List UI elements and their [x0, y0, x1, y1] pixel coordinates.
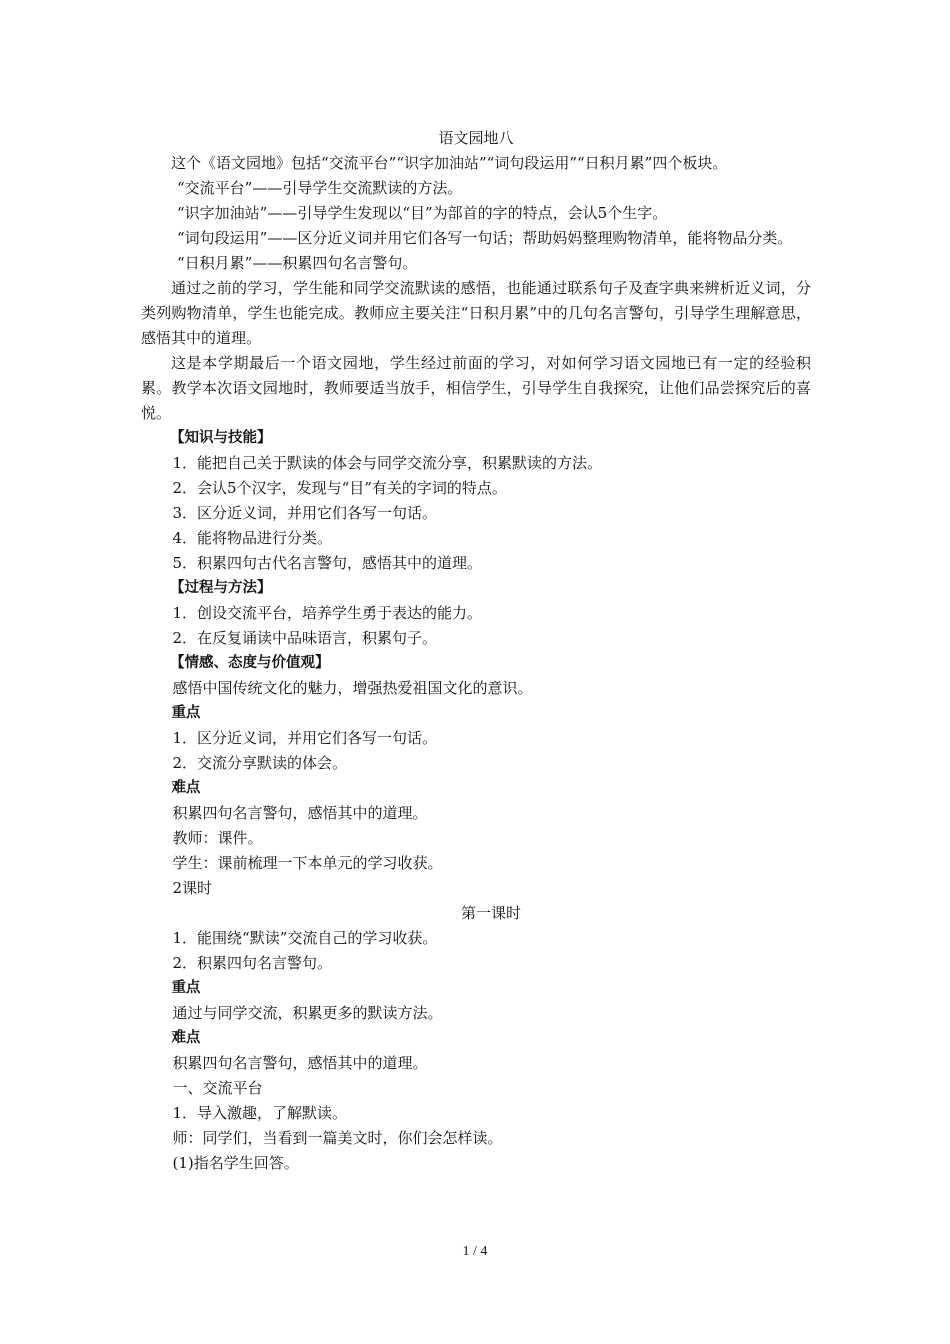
list-item: 2．在反复诵读中品味语言，积累句子。	[172, 629, 438, 647]
key-heading: 重点	[171, 705, 201, 721]
student-prep: 学生：课前梳理一下本单元的学习收获。	[172, 854, 443, 872]
knowledge-heading: 【知识与技能】	[170, 430, 272, 446]
section-heading: 一、交流平台	[172, 1079, 263, 1097]
lesson-heading: 第一课时	[460, 904, 521, 922]
key-text: 通过与同学交流，积累更多的默读方法。	[172, 1004, 443, 1022]
list-item: 4．能将物品进行分类。	[172, 529, 333, 547]
intro-paragraph: 这是本学期最后一个语文园地，学生经过前面的学习，对如何学习语文园地已有一定的经验积累。教学本次语文园地时，教师要适当放手，相信学生，引导学生自我探究，让他们品尝探究后的喜悦。	[141, 354, 811, 422]
list-item: 3．区分近义词，并用它们各写一句话。	[172, 504, 438, 522]
teacher-prep: 教师：课件。	[172, 829, 263, 847]
page-title: 语文园地八	[438, 129, 514, 147]
intro-paragraph: “识字加油站”——引导学生发现以“目”为部首的字的特点，会认5个生字。	[177, 204, 668, 222]
list-item: 2．会认5个汉字，发现与“目”有关的字词的特点。	[172, 479, 507, 497]
process-heading: 【过程与方法】	[170, 580, 272, 596]
sub-step: (1)指名学生回答。	[172, 1154, 299, 1172]
intro-paragraph: “交流平台”——引导学生交流默读的方法。	[177, 179, 463, 197]
list-item: 2．交流分享默读的体会。	[172, 754, 348, 772]
intro-paragraph: “日积月累”——积累四句名言警句。	[177, 254, 418, 272]
list-item: 1．区分近义词，并用它们各写一句话。	[172, 729, 438, 747]
step-item: 1．导入激趣，了解默读。	[172, 1104, 348, 1122]
list-item: 1．能把自己关于默读的体会与同学交流分享，积累默读的方法。	[172, 454, 603, 472]
list-item: 2．积累四句名言警句。	[172, 954, 333, 972]
intro-paragraph: 这个《语文园地》包括“交流平台”“识字加油站”“词句段运用”“日积月累”四个板块。	[171, 154, 728, 172]
document-page	[141, 126, 811, 1176]
list-item: 1．创设交流平台，培养学生勇于表达的能力。	[172, 604, 483, 622]
lesson-hours: 2课时	[172, 879, 213, 897]
list-item: 1．能围绕“默读”交流自己的学习收获。	[172, 929, 438, 947]
intro-paragraph: “词句段运用”——区分近义词并用它们各写一句话；帮助妈妈整理购物清单，能将物品分类。	[177, 229, 793, 247]
teacher-line: 师：同学们，当看到一篇美文时，你们会怎样读。	[172, 1129, 503, 1147]
intro-paragraph: 通过之前的学习，学生能和同学交流默读的感悟，也能通过联系句子及查字典来辨析近义词，分类列购物清单，学生也能完成。教师应主要关注“日积月累”中的几句名言警句，引导学生理解意思，感悟其中的道理。	[141, 279, 811, 347]
difficulty-heading: 难点	[171, 780, 201, 796]
difficulty-text: 积累四句名言警句，感悟其中的道理。	[172, 804, 428, 822]
difficulty-text: 积累四句名言警句，感悟其中的道理。	[172, 1054, 428, 1072]
difficulty-heading: 难点	[171, 1030, 201, 1046]
emotion-text: 感悟中国传统文化的魅力，增强热爱祖国文化的意识。	[172, 679, 533, 697]
key-heading: 重点	[171, 980, 201, 996]
page-number: 1 / 4	[462, 1244, 488, 1259]
list-item: 5．积累四句古代名言警句，感悟其中的道理。	[172, 554, 483, 572]
emotion-heading: 【情感、态度与价值观】	[170, 655, 330, 671]
